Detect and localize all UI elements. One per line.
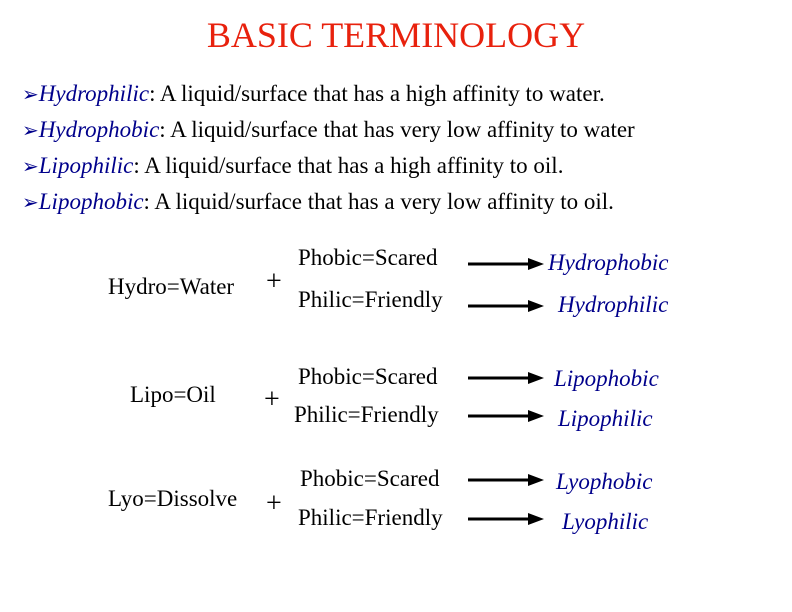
arrow-right-icon bbox=[468, 256, 544, 272]
arrow-bullet-icon: ➢ bbox=[22, 82, 39, 106]
philic-meaning: Philic=Friendly bbox=[298, 505, 443, 530]
plus-sign: + bbox=[264, 384, 280, 415]
phobic-meaning: Phobic=Scared bbox=[300, 466, 440, 491]
result-lipophilic: Lipophilic bbox=[558, 406, 653, 431]
philic-meaning: Philic=Friendly bbox=[298, 287, 443, 312]
definition-item bbox=[22, 76, 635, 112]
plus-sign: + bbox=[266, 266, 282, 297]
arrow-right-icon bbox=[468, 370, 544, 386]
result-lyophobic: Lyophobic bbox=[556, 469, 653, 494]
phobic-meaning: Phobic=Scared bbox=[298, 245, 438, 270]
result-hydrophilic: Hydrophilic bbox=[558, 292, 669, 317]
result-lyophilic: Lyophilic bbox=[562, 509, 649, 534]
arrow-bullet-icon: ➢ bbox=[22, 154, 39, 178]
result-hydrophobic: Hydrophobic bbox=[548, 250, 669, 275]
arrow-bullet-icon: ➢ bbox=[22, 118, 39, 142]
arrow-right-icon bbox=[468, 472, 544, 488]
definition-term: Hydrophobic bbox=[38, 117, 160, 142]
arrow-right-icon bbox=[468, 298, 544, 314]
arrow-right-icon bbox=[468, 511, 544, 527]
definition-list bbox=[22, 76, 635, 220]
definition-text: : A liquid/surface that has a high affinity to water. bbox=[149, 81, 605, 106]
philic-meaning: Philic=Friendly bbox=[294, 402, 439, 427]
definition-text: : A liquid/surface that has very low affinity to water bbox=[159, 117, 635, 142]
definition-text: : A liquid/surface that has a very low affinity to oil. bbox=[143, 189, 614, 214]
definition-term: Hydrophilic bbox=[38, 81, 150, 106]
definition-text: : A liquid/surface that has a high affinity to oil. bbox=[133, 153, 564, 178]
page-title: BASIC TERMINOLOGY bbox=[206, 15, 586, 55]
arrow-right-icon bbox=[468, 408, 544, 424]
prefix-lipo: Lipo=Oil bbox=[130, 382, 216, 407]
definition-term: Lipophobic bbox=[38, 189, 144, 214]
prefix-lyo: Lyo=Dissolve bbox=[108, 486, 238, 511]
plus-sign: + bbox=[266, 488, 282, 519]
definition-item bbox=[22, 112, 635, 148]
definition-term: Lipophilic bbox=[38, 153, 134, 178]
definition-item bbox=[22, 148, 635, 184]
prefix-hydro: Hydro=Water bbox=[108, 274, 235, 299]
result-lipophobic: Lipophobic bbox=[554, 366, 659, 391]
phobic-meaning: Phobic=Scared bbox=[298, 364, 438, 389]
definition-item bbox=[22, 184, 635, 220]
arrow-bullet-icon: ➢ bbox=[22, 190, 39, 214]
